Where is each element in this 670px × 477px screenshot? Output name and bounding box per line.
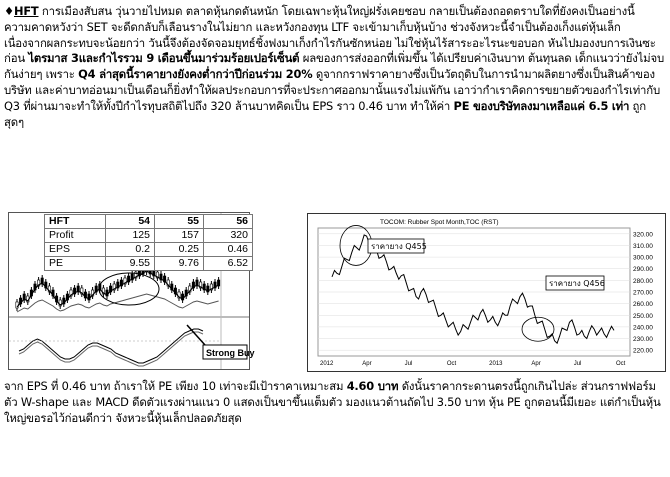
table-cell: 6.52 (204, 257, 253, 271)
table-header-cell: 54 (106, 215, 155, 229)
x-tick-label: Jul (573, 361, 582, 367)
rubber-price-chart (307, 213, 666, 372)
strong-buy-label: Strong Buy (206, 348, 255, 358)
table-cell: 320 (204, 229, 253, 243)
table-header-cell: 56 (204, 215, 253, 229)
paragraph-text: ดังนั้นราคากระดานตรงนี้ถูกเกินไปล่ะ ส่วนกราฟฟอร์มตัว W-shape และ MACD ดีดตัวแรงผ่านแนว 0 แสดงเป็นขาขึ้นแต็มตัว มองแนวต้านถัดไป 3.50 บาท หุ้น PE ถูกตอนนี้มีเยอะ แต่กำเป็นหุ้นใหญ่ขอรอไว้ก่อนดีกว่า จังหวะนี้หุ้นเล็กปลอดภัยสุด (4, 379, 661, 425)
table-header-row (45, 215, 253, 229)
y-tick-label: 220.00 (633, 347, 653, 355)
q455-label: ราคายาง Q455 (371, 242, 427, 251)
paragraph-text: ดูจากกราฟราคายางซึ่งเป็นวัตถุดิบในการนำมาผลิตยางซึ่งเป็นสินค้าของบริษัท และค่าบาทอ่อนมาเป็นเดือนก็ยิ่งทำให้ผลประกอบการที่จะประกาศออกมานั้นแรงไม่แพ้กัน เอาว่ากำเราคิดการขยายตัวของกำไรเท่ากับ Q3 ที่ผ่านมาจะทำให้ทั้งปีกำไรทุบสถิติไปถึง 320 ล้านบาทคิดเป็น EPS ราว 0.46 บาท ทำให้ค่า (4, 67, 660, 113)
candle-body (16, 302, 18, 308)
y-tick-label: 230.00 (633, 336, 653, 344)
y-tick-label: 270.00 (633, 289, 653, 297)
y-tick-label: 250.00 (633, 312, 653, 320)
y-tick-label: 320.00 (633, 231, 653, 239)
table-header-cell: 55 (155, 215, 204, 229)
article-paragraph-2 (4, 379, 664, 426)
table-cell: Profit (45, 229, 106, 243)
rubber-chart-svg (308, 214, 665, 371)
bullet-icon: ♦ (4, 4, 15, 18)
table-cell: 125 (106, 229, 155, 243)
table-cell: 0.46 (204, 243, 253, 257)
x-tick-label: Oct (616, 361, 626, 367)
financial-table (44, 214, 253, 271)
table-row (45, 229, 253, 243)
paragraph-text: จาก EPS ที่ 0.46 บาท ถ้าเราให้ PE เพียง 10 เท่าจะมีเป้าราคาเหมาะสม (4, 379, 347, 393)
table-cell: 9.55 (106, 257, 155, 271)
moving-average-line (17, 294, 219, 312)
strong-buy-arrow (187, 325, 205, 345)
y-tick-label: 300.00 (633, 254, 653, 262)
paragraph-bold: ไตรมาส 3และกำไรรวม 9 เดือนขึ้นมาร่วมร้อยเปอร์เซ็นต์ (28, 51, 300, 66)
paragraph-text: ผลของการส่งออกที่เพิ่มขึ้น ได้เปรียบค่าเงินบาท ต้นทุนลด เด็กแนวว่ายังไม่จบกันง่ายๆ เพราะ (4, 51, 664, 82)
table-cell: 9.76 (155, 257, 204, 271)
y-tick-label: 280.00 (633, 277, 653, 285)
y-tick-label: 290.00 (633, 266, 653, 274)
table-row (45, 243, 253, 257)
table-cell: 0.2 (106, 243, 155, 257)
paragraph-bold: PE ของบริษัทลงมาเหลือแค่ 6.5 เท่า (453, 98, 630, 113)
x-tick-label: Apr (362, 361, 372, 367)
q456-label: ราคายาง Q456 (549, 279, 605, 288)
paragraph-text: ถูกสุดๆ (4, 98, 646, 129)
article-paragraph-1 (4, 4, 664, 130)
table-header-cell: HFT (45, 215, 106, 229)
paragraph-text: การเมืองสับสน วุ่นวายไปหมด ตลาดหุ้นกดดันหนัก โดยเฉพาะหุ้นใหญ่ฝรั่งเคยชอบ กลายเป็นต้องถอดตราบใดที่ยังคงเป็นอย่างนี้ ความคาดหวังว่า SET จะดีดกลับก็เลือนรางในไม่ยาก และหวังกองทุน LTF จะเข้ามาเก็บหุ้นบ้าง ช่วงจังหวะนี้จำเป็นต้องเก็งแต่หุ้นเล็ก เนื่องจากผลกระทบจะน้อยกว่า วันนี้จึงต้องจัดจอมยุทธ์ชิ้งฟงมาเก็งกำไรกันซักหน่อย ไม่ใช่หุ้นไร้สาระอะไรนะขอบอก หันไปมองงบการเงินซะก่อน (4, 4, 656, 66)
table-cell: 157 (155, 229, 204, 243)
x-tick-label: 2013 (489, 361, 503, 367)
x-tick-label: 2012 (320, 361, 334, 367)
table-cell: PE (45, 257, 106, 271)
x-tick-label: Jul (404, 361, 413, 367)
table-cell: EPS (45, 243, 106, 257)
paragraph-bold: 4.60 บาท (346, 379, 399, 393)
x-tick-label: Oct (446, 361, 457, 367)
table-cell: 0.25 (155, 243, 204, 257)
paragraph-bold: Q4 ล่าสุดนี้ราคายางยังคงต่ำกว่าปีก่อนร่วม 20% (78, 67, 313, 82)
y-tick-label: 240.00 (633, 324, 653, 332)
chart-title: TOCOM: Rubber Spot Month,TOC (RST) (380, 219, 499, 226)
y-tick-label: 260.00 (633, 301, 653, 309)
y-tick-label: 310.00 (633, 242, 653, 250)
ticker-label: HFT (14, 4, 39, 18)
table-row (45, 257, 253, 271)
x-tick-label: Apr (531, 361, 541, 367)
macd-line (19, 329, 203, 363)
